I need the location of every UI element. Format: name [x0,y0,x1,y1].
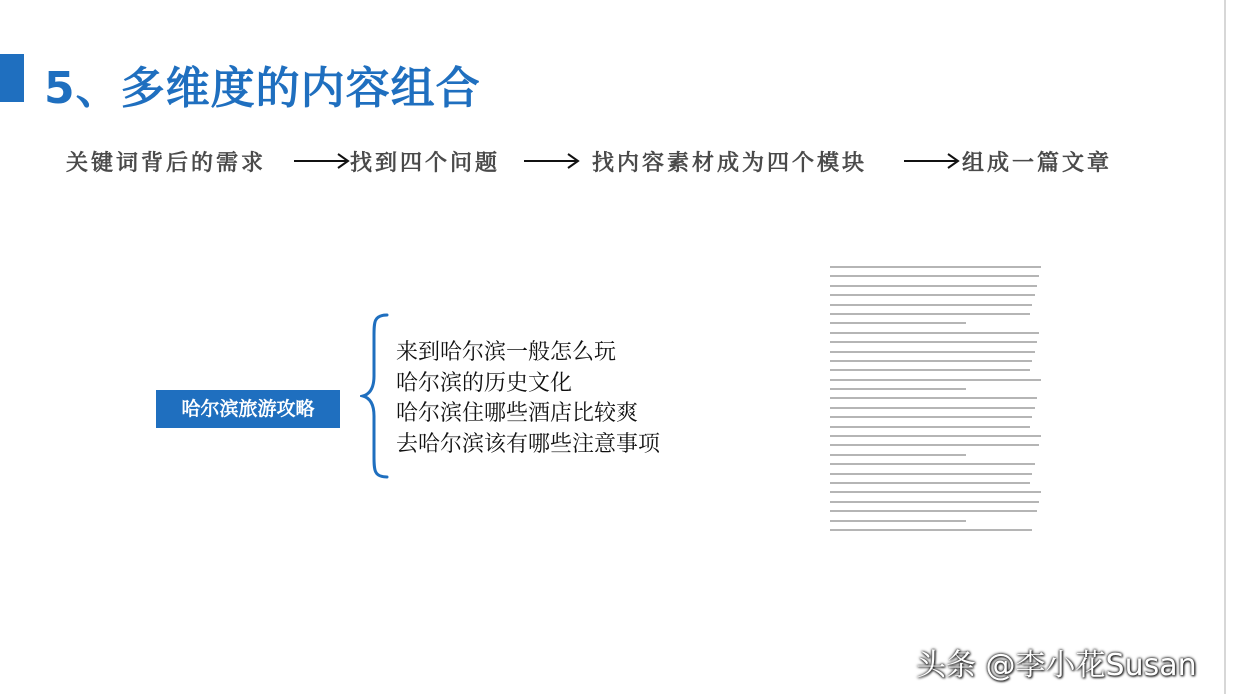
subtopic-item: 哈尔滨的历史文化 [396,370,573,396]
article-text-line [830,322,966,324]
article-text-line [830,388,966,390]
article-text-line [830,426,1030,428]
article-text-line [830,379,1041,381]
right-arrow-icon [524,152,582,170]
article-text-line [830,266,1041,268]
article-text-line [830,369,1030,371]
article-text-line [830,529,1032,531]
article-text-line [830,520,966,522]
article-text-line [830,510,1037,512]
right-arrow-icon [904,152,962,170]
subtopic-item: 来到哈尔滨一般怎么玩 [396,340,617,365]
curly-brace-icon [360,312,390,480]
article-text-line [830,294,1035,296]
flow-step-1: 关键词背后的需求 [66,151,267,176]
article-text-line [830,341,1037,343]
article-text-line [830,416,1032,418]
process-flow [66,142,1166,182]
article-text-line [830,360,1032,362]
article-thumbnail [830,266,1050,534]
subtopic-item: 哈尔滨住哪些酒店比较爽 [396,401,639,426]
right-arrow-icon [294,152,352,170]
flow-step-2: 找到四个问题 [350,151,501,176]
article-text-line [830,454,966,456]
article-text-line [830,444,1039,446]
article-text-line [830,435,1041,437]
article-text-line [830,313,1030,315]
slide-title: 5、多维度的内容组合 [44,63,481,114]
article-text-line [830,473,1032,475]
article-text-line [830,463,1035,465]
article-text-line [830,501,1039,503]
article-text-line [830,491,1041,493]
article-text-line [830,351,1035,353]
article-text-line [830,407,1035,409]
subtopic-item: 去哈尔滨该有哪些注意事项 [396,431,661,457]
topic-label-box: 哈尔滨旅游攻略 [156,390,340,428]
title-accent-bar [0,54,24,102]
article-text-line [830,332,1039,334]
article-text-line [830,275,1039,277]
subtopic-list [396,338,660,460]
article-text-line [830,285,1037,287]
article-text-line [830,482,1030,484]
flow-step-4: 组成一篇文章 [962,151,1113,176]
flow-step-3: 找内容素材成为四个模块 [592,151,868,176]
article-text-line [830,397,1037,399]
article-text-line [830,304,1032,306]
watermark: 头条 @李小花Susan [916,648,1197,683]
